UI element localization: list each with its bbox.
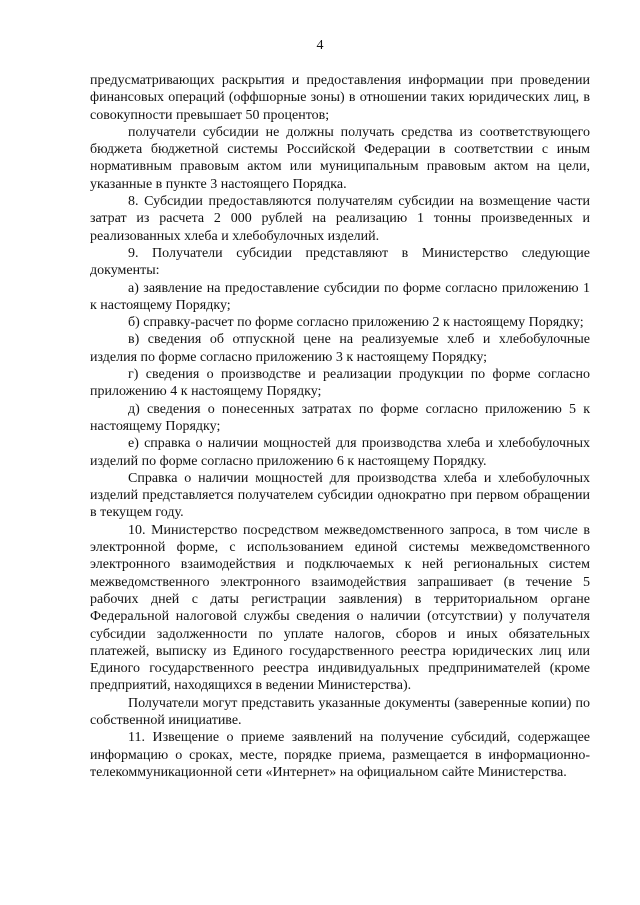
paragraph: 9. Получатели субсидии представляют в Министерство следующие документы: (90, 245, 590, 279)
paragraph: 8. Субсидии предоставляются получателям субсидии на возмещение части затрат из расчета 2 000 рублей на реализацию 1 тонны произведенных и реализованных хлеба и хлебобулочных изделий. (90, 194, 590, 244)
document-body (90, 72, 590, 781)
paragraph: получатели субсидии не должны получать средства из соответствующего бюджета бюджетной системы Российской Федерации в соответствии с иным нормативным правовым актом или муниципальным правовым актом на цели, указанные в пункте 3 настоящего Порядка. (90, 124, 590, 192)
paragraph: Справка о наличии мощностей для производства хлеба и хлебобулочных изделий представляется получателем субсидии однократно при первом обращении в текущем году. (90, 470, 590, 521)
paragraph: в) сведения об отпускной цене на реализуемые хлеб и хлебобулочные изделия по форме согласно приложению 3 к настоящему Порядку; (90, 332, 590, 365)
paragraph: 11. Извещение о приеме заявлений на получение субсидий, содержащее информацию о сроках, месте, порядке приема, размещается в информационно-телекоммуникационной сети «Интернет» на официальном сайте Министерства. (90, 730, 590, 780)
paragraph: Получатели могут представить указанные документы (заверенные копии) по собственной инициативе. (90, 695, 590, 728)
paragraph: предусматривающих раскрытия и предоставления информации при проведении финансовых операций (оффшорные зоны) в отношении таких юридических лиц, в совокупности превышает 50 процентов; (90, 73, 590, 123)
paragraph: е) справка о наличии мощностей для производства хлеба и хлебобулочных изделий по форме согласно приложению 6 к настоящему Порядку. (90, 436, 590, 469)
paragraph: г) сведения о производстве и реализации продукции по форме согласно приложению 4 к настоящему Порядку; (90, 367, 590, 400)
paragraph: б) справку-расчет по форме согласно приложению 2 к настоящему Порядку; (128, 315, 584, 331)
paragraph: д) сведения о понесенных затратах по форме согласно приложению 5 к настоящему Порядку; (90, 401, 590, 434)
page-number: 4 (316, 38, 324, 53)
paragraph: а) заявление на предоставление субсидии по форме согласно приложению 1 к настоящему Порядку; (90, 280, 590, 313)
paragraph: 10. Министерство посредством межведомственного запроса, в том числе в электронной форме, с использованием единой системы межведомственного электронного взаимодействия и подключаемых к ней региональных систем межведомственного электронного взаимодействия запрашивает (в течение 5 рабочих дней с даты регистрации заявления) в территориальном органе Федеральной налоговой службы сведения о наличии (отсутствии) у получателя субсидии задолженности по уплате налогов, сборов и иных обязательных платежей, выписку из Единого государственного реестра юридических лиц или Единого государственного реестра индивидуальных предпринимателей (кроме предприятий, находящихся в ведении Министерства). (90, 522, 590, 694)
